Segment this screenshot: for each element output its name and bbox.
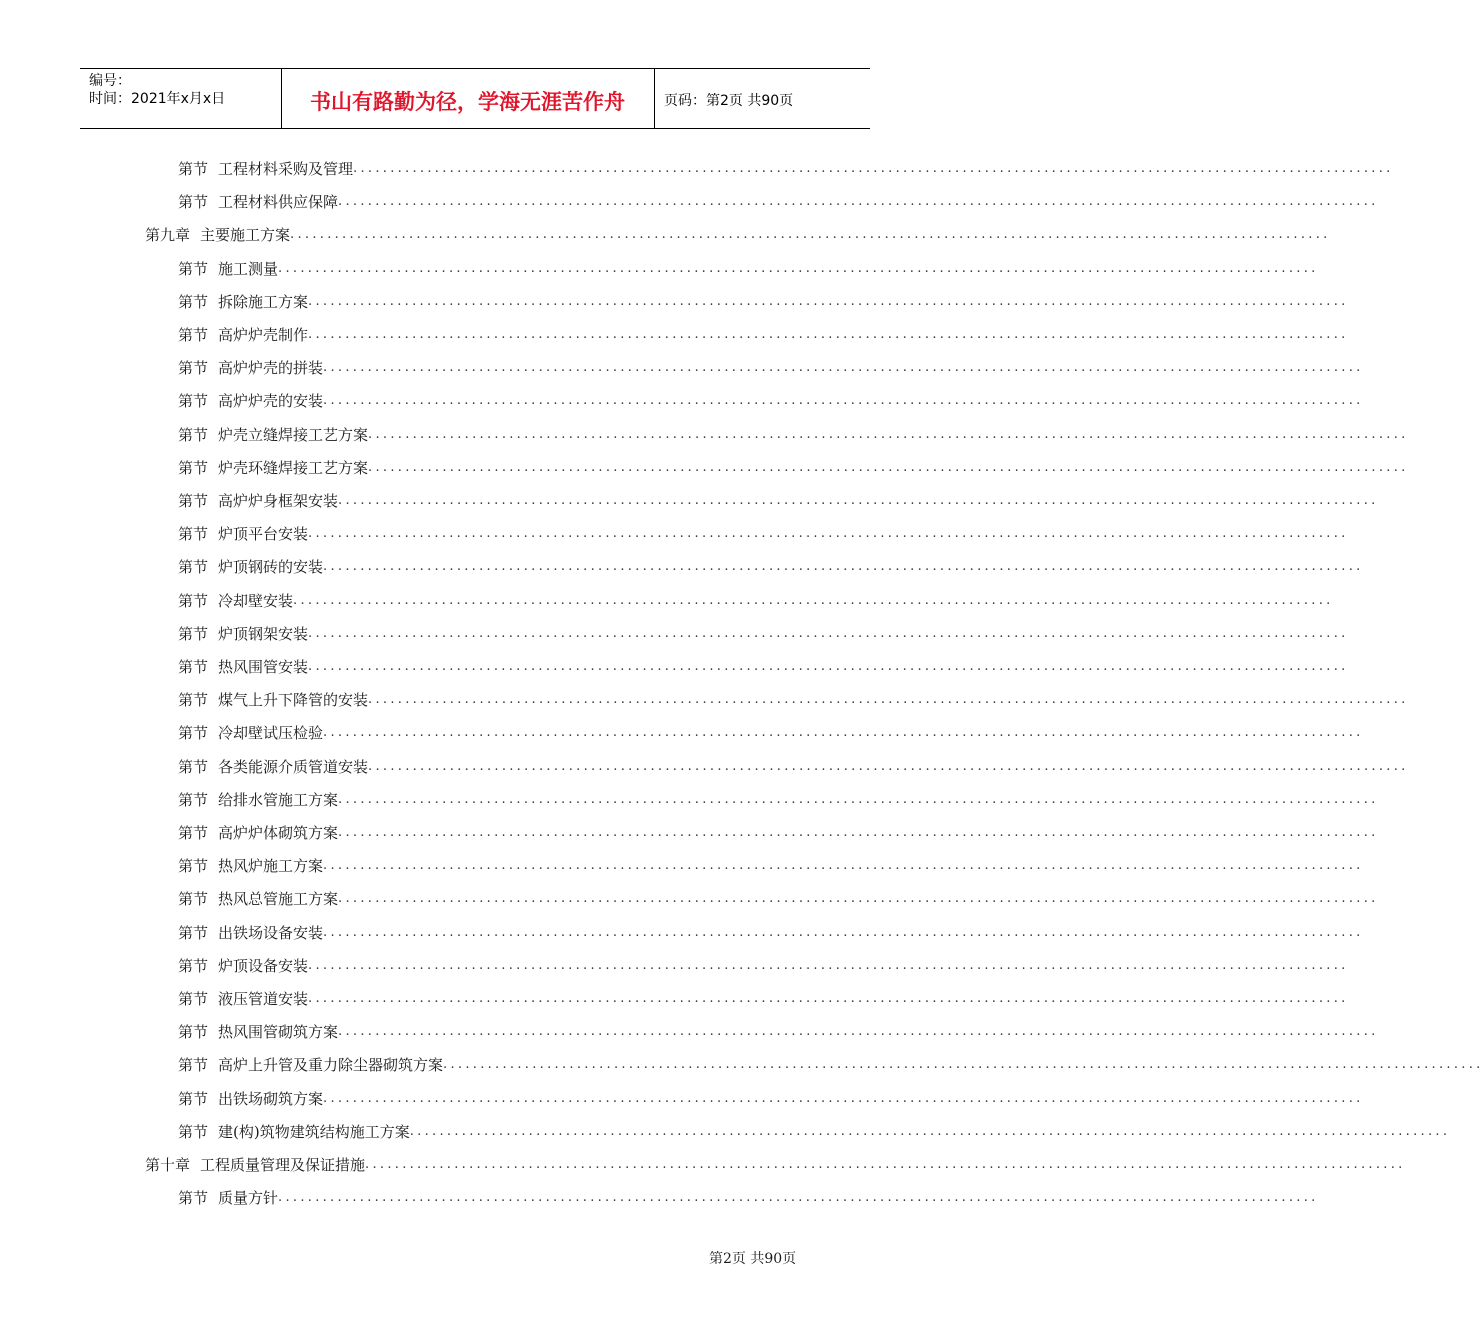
toc-entry-number: 第节	[178, 326, 209, 344]
toc-entry-number: 第节	[178, 724, 209, 743]
toc-entry-number: 第节	[178, 1023, 209, 1042]
toc-section-row	[178, 384, 1364, 417]
toc-section-row	[178, 882, 1379, 915]
toc-entry-title: 出铁场设备安装	[218, 923, 324, 942]
toc-entry-title: 煤气上升下降管的安装	[218, 691, 369, 710]
toc-chapter-row	[145, 1148, 1406, 1181]
toc-section-row	[178, 816, 1379, 849]
header-meta-cell	[80, 69, 282, 128]
toc-dot-leader: ............................................................................................................................................	[323, 725, 1364, 741]
toc-section-row	[178, 1015, 1379, 1048]
toc-entry-number: 第节	[178, 824, 209, 842]
toc-section-row	[178, 683, 1409, 716]
toc-entry-number: 第节	[178, 359, 209, 378]
toc-section-row	[178, 650, 1349, 683]
toc-entry-number: 第节	[178, 193, 209, 212]
toc-dot-leader: ............................................................................................................................................	[323, 559, 1364, 575]
toc-dot-leader: ............................................................................................................................................	[278, 260, 1319, 276]
toc-entry-number: 第节	[178, 492, 209, 510]
toc-entry-title: 给排水管施工方案	[218, 790, 339, 809]
toc-entry-title: 冷却壁安装	[218, 591, 294, 610]
toc-entry-title: 炉顶设备安装	[218, 956, 309, 975]
toc-section-row	[178, 418, 1409, 451]
toc-entry-title: 工程材料采购及管理	[218, 160, 354, 178]
toc-entry-title: 炉壳环缝焊接工艺方案	[218, 458, 369, 477]
toc-entry-number: 第节	[178, 658, 209, 676]
toc-entry-title: 工程材料供应保障	[218, 193, 339, 212]
toc-entry-title: 高炉炉壳的拼装	[218, 359, 324, 378]
toc-entry-title: 建(构)筑物建筑结构施工方案	[218, 1122, 410, 1141]
toc-entry-number: 第节	[178, 458, 209, 477]
toc-section-row	[178, 916, 1364, 949]
toc-entry-number: 第节	[178, 1122, 209, 1141]
toc-section-row	[178, 517, 1349, 550]
toc-dot-leader: ............................................................................................................................................	[323, 1090, 1364, 1106]
toc-section-row	[178, 617, 1349, 650]
toc-dot-leader: ............................................................................................................................................	[443, 1057, 1484, 1073]
toc-dot-leader: ............................................................................................................................................	[338, 891, 1379, 907]
toc-entry-title: 高炉炉壳制作	[218, 326, 309, 344]
toc-entry-title: 各类能源介质管道安装	[218, 757, 369, 776]
toc-dot-leader: ............................................................................................................................................	[308, 957, 1349, 973]
toc-dot-leader: ............................................................................................................................................	[353, 161, 1394, 176]
toc-section-row	[178, 1115, 1451, 1148]
toc-entry-title: 炉壳立缝焊接工艺方案	[218, 425, 369, 444]
toc-dot-leader: ............................................................................................................................................	[308, 991, 1349, 1006]
toc-entry-number: 第节	[178, 956, 209, 975]
toc-section-row	[178, 750, 1409, 783]
toc-dot-leader: ............................................................................................................................................	[338, 1024, 1379, 1040]
toc-entry-number: 第节	[178, 160, 209, 178]
toc-dot-leader: ............................................................................................................................................	[409, 1123, 1451, 1139]
toc-dot-leader: ............................................................................................................................................	[368, 459, 1409, 475]
toc-entry-number: 第节	[178, 890, 209, 909]
toc-entry-title: 高炉炉壳的安装	[218, 392, 324, 411]
toc-dot-leader: ............................................................................................................................................	[338, 791, 1379, 807]
toc-section-row	[178, 285, 1349, 318]
toc-entry-number: 第节	[178, 923, 209, 942]
toc-entry-title: 冷却壁试压检验	[218, 724, 324, 743]
header-page-cell	[654, 69, 870, 128]
toc-dot-leader: ............................................................................................................................................	[338, 194, 1379, 210]
toc-dot-leader: ............................................................................................................................................	[290, 227, 1331, 243]
toc-section-row	[178, 1048, 1484, 1081]
header-motto-cell	[281, 69, 655, 128]
toc-entry-number: 第节	[178, 558, 209, 577]
toc-dot-leader: ............................................................................................................................................	[308, 659, 1349, 674]
toc-entry-number: 第节	[178, 259, 209, 278]
toc-chapter-row	[145, 218, 1331, 251]
toc-entry-number: 第节	[178, 525, 209, 544]
header-motto: 书山有路勤为径，学海无涯苦作舟	[310, 90, 625, 114]
toc-section-row	[178, 584, 1334, 617]
toc-dot-leader: ............................................................................................................................................	[323, 393, 1364, 409]
toc-dot-leader: ............................................................................................................................................	[323, 924, 1364, 940]
toc-entry-number: 第节	[178, 392, 209, 411]
toc-entry-number: 第节	[178, 1056, 209, 1075]
document-code-label: 编号：	[89, 73, 131, 89]
toc-entry-number: 第节	[178, 691, 209, 710]
toc-entry-title: 工程质量管理及保证措施	[200, 1156, 366, 1174]
toc-section-row	[178, 550, 1364, 583]
toc-dot-leader: ............................................................................................................................................	[323, 360, 1364, 376]
toc-entry-title: 液压管道安装	[218, 990, 309, 1008]
toc-entry-title: 出铁场砌筑方案	[218, 1089, 324, 1108]
toc-entry-number: 第节	[178, 757, 209, 776]
toc-section-row	[178, 849, 1364, 882]
toc-dot-leader: ............................................................................................................................................	[308, 293, 1349, 309]
toc-dot-leader: ............................................................................................................................................	[368, 692, 1409, 708]
toc-entry-number: 第十章	[145, 1156, 191, 1174]
toc-entry-title: 施工测量	[218, 259, 279, 278]
toc-dot-leader: ............................................................................................................................................	[308, 526, 1349, 542]
toc-section-row	[178, 484, 1379, 517]
toc-entry-number: 第节	[178, 1089, 209, 1108]
toc-dot-leader: ............................................................................................................................................	[368, 426, 1409, 442]
toc-entry-number: 第节	[178, 790, 209, 809]
toc-dot-leader: ............................................................................................................................................	[365, 1157, 1406, 1172]
toc-section-row	[178, 351, 1364, 384]
toc-entry-title: 高炉炉身框架安装	[218, 492, 339, 510]
toc-section-row	[178, 451, 1409, 484]
toc-dot-leader: ............................................................................................................................................	[338, 493, 1379, 508]
document-time-label: 时间：2021年x月x日	[89, 91, 226, 107]
toc-dot-leader: ............................................................................................................................................	[308, 625, 1349, 641]
toc-section-row	[178, 716, 1364, 749]
toc-dot-leader: ............................................................................................................................................	[278, 1190, 1319, 1206]
toc-dot-leader: ............................................................................................................................................	[323, 858, 1364, 874]
toc-entry-title: 炉顶平台安装	[218, 525, 309, 544]
toc-section-row	[178, 152, 1394, 185]
toc-entry-title: 热风围管安装	[218, 658, 309, 676]
header-page-info: 页码：第2页 共90页	[664, 93, 794, 109]
toc-dot-leader: ............................................................................................................................................	[293, 592, 1334, 608]
toc-entry-title: 热风炉施工方案	[218, 857, 324, 876]
toc-dot-leader: ............................................................................................................................................	[308, 327, 1349, 342]
toc-section-row	[178, 252, 1319, 285]
toc-section-row	[178, 185, 1379, 218]
toc-entry-title: 高炉上升管及重力除尘器砌筑方案	[218, 1056, 444, 1075]
toc-section-row	[178, 1082, 1364, 1115]
toc-section-row	[178, 982, 1349, 1015]
toc-entry-title: 主要施工方案	[200, 226, 291, 245]
toc-entry-title: 质量方针	[218, 1189, 279, 1208]
toc-section-row	[178, 318, 1349, 351]
toc-entry-title: 炉顶钢架安装	[218, 624, 309, 643]
page-footer: 第2页 共90页	[709, 1251, 797, 1267]
toc-entry-title: 拆除施工方案	[218, 292, 309, 311]
toc-section-row	[178, 949, 1349, 982]
toc-dot-leader: ............................................................................................................................................	[368, 758, 1409, 774]
toc-entry-number: 第节	[178, 857, 209, 876]
toc-entry-number: 第节	[178, 292, 209, 311]
toc-entry-title: 热风总管施工方案	[218, 890, 339, 909]
page-header	[80, 68, 870, 129]
toc-entry-number: 第节	[178, 591, 209, 610]
toc-entry-title: 炉顶钢砖的安装	[218, 558, 324, 577]
toc-section-row	[178, 1181, 1319, 1214]
toc-section-row	[178, 783, 1379, 816]
toc-entry-number: 第节	[178, 1189, 209, 1208]
toc-entry-title: 热风围管砌筑方案	[218, 1023, 339, 1042]
toc-entry-title: 高炉炉体砌筑方案	[218, 824, 339, 842]
toc-entry-number: 第节	[178, 990, 209, 1008]
toc-dot-leader: ............................................................................................................................................	[338, 825, 1379, 840]
toc-entry-number: 第节	[178, 425, 209, 444]
toc-entry-number: 第节	[178, 624, 209, 643]
toc-entry-number: 第九章	[145, 226, 191, 245]
